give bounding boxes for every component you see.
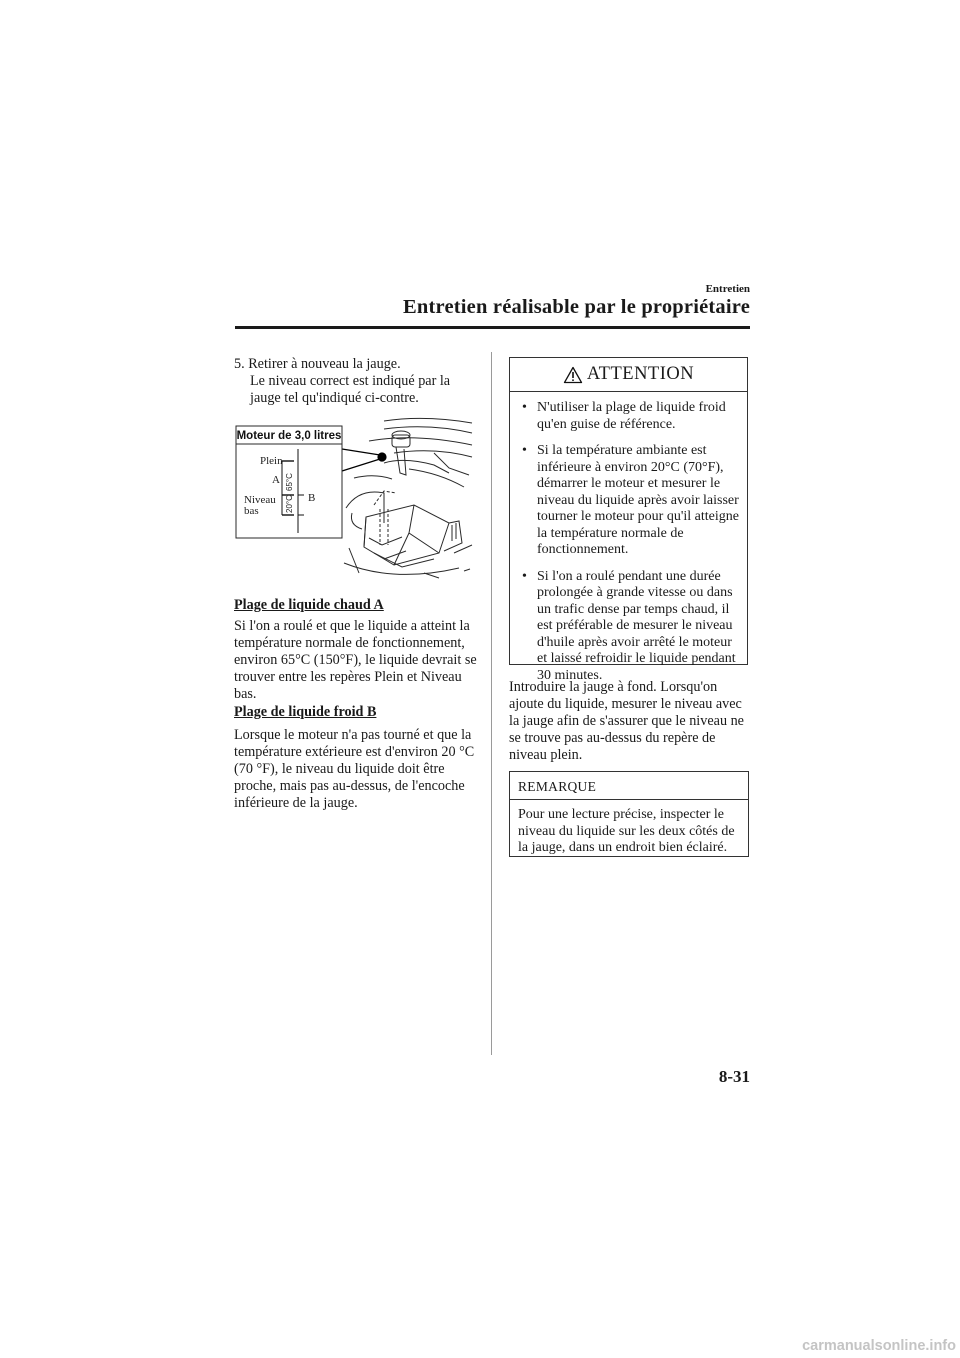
insert-dipstick-text: Introduire la jauge à fond. Lorsqu'on ajoute du liquide, mesurer le niveau avec la jauge afin de s'assurer que le niveau ne se trouve pas au-dessus du repère de niveau plein. [509, 679, 744, 763]
cold-range-text: Lorsque le moteur n'a pas tourné et que la température extérieure est d'environ 20 °C (70 °F), le niveau du liquide doit être proche, mais pas au-dessus, de l'encoche inférieure de la jauge. [234, 727, 475, 811]
attention-title: ATTENTION [586, 364, 695, 384]
attention-item [520, 569, 741, 685]
watermark: carmanualsonline.info [802, 1338, 956, 1354]
engine-drawing [344, 418, 472, 578]
remark-text: Pour une lecture précise, inspecter le niveau du liquide sur les deux côtés de la jauge, dans un endroit bien éclairé. [518, 807, 735, 855]
warning-triangle-icon [563, 366, 583, 384]
header-rule [235, 326, 750, 329]
step-instruction [234, 356, 484, 407]
attention-item-text: N'utiliser la plage de liquide froid qu'en guise de référence. [537, 400, 726, 432]
bullet-icon: • [522, 400, 527, 415]
temp-label-20: 20°C [285, 495, 294, 513]
attention-item-text: Si la température ambiante est inférieure à environ 20°C (70°F), démarrer le moteur et mesurer le niveau du liquide après avoir laisser tourner le moteur pour qu'il atteigne la température normale de fonctionnement. [537, 443, 739, 557]
chapter-title: Entretien réalisable par le propriétaire [403, 296, 750, 318]
cold-range-heading: Plage de liquide froid B [234, 704, 377, 720]
hot-range-heading: Plage de liquide chaud A [234, 597, 384, 613]
attention-item-text: Si l'on a roulé pendant une durée prolongée à grande vitesse ou dans un trafic dense par temps chaud, il est préférable de mesurer le niveau d'huile après avoir arrêté le moteur et laissé refroidir le liquide pendant 30 minutes. [537, 568, 736, 683]
bullet-icon: • [522, 443, 527, 458]
attention-item [520, 443, 741, 559]
remark-box [509, 771, 749, 857]
engine-figure-svg [234, 413, 474, 585]
column-divider [491, 352, 492, 1055]
label-low-1: Niveau [244, 494, 276, 506]
attention-box [509, 357, 748, 683]
attention-list [510, 392, 747, 684]
step-detail: Le niveau correct est indiqué par la jauge tel qu'indiqué ci-contre. [250, 373, 451, 406]
bullet-icon: • [522, 568, 527, 584]
label-b: B [308, 492, 316, 504]
leader-lines [342, 449, 386, 471]
attention-header [510, 358, 747, 392]
step-line: 5. Retirer à nouveau la jauge. [234, 356, 401, 372]
temp-label-65: 65°C [285, 473, 294, 491]
page-number: 8-31 [718, 1067, 750, 1086]
label-a: A [272, 474, 280, 486]
hot-range-text: Si l'on a roulé et que le liquide a atteint la température normale de fonctionnement, environ 65°C (150°F), le liquide devrait se trouver entre les repères Plein et Niveau bas. [234, 618, 477, 702]
remark-title: REMARQUE [510, 772, 748, 800]
section-label: Entretien [705, 283, 750, 295]
attention-item [520, 400, 741, 433]
label-low-2: bas [244, 505, 259, 517]
label-full: Plein [260, 455, 283, 467]
figure-title: Moteur de 3,0 litres [236, 430, 342, 442]
dipstick-illustration [234, 413, 474, 585]
